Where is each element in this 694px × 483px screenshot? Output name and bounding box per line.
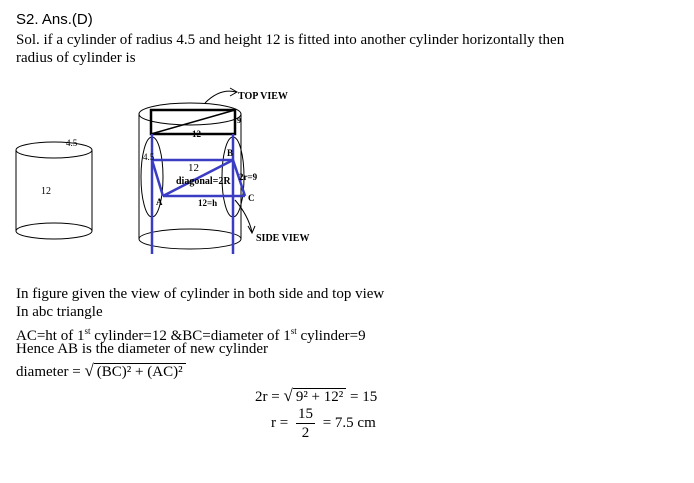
explanation-sup-1: st (84, 326, 91, 336)
solution-line-2: radius of cylinder is (16, 50, 136, 66)
explanation-line-3-a: AC=ht of 1 (16, 328, 85, 344)
eq3-lhs: r = (271, 415, 292, 431)
eq2-rhs: = 15 (346, 389, 378, 405)
left-45-label: 4.5 (143, 152, 155, 162)
cylinder-figure (0, 80, 320, 265)
top-12-label: 12 (192, 129, 201, 139)
point-a-label: A (156, 197, 163, 207)
sqrt-icon: √ (283, 386, 293, 405)
small-radius-label: 4.5 (66, 138, 78, 148)
diagonal-label: diagonal=2R (176, 176, 231, 187)
small-cylinder (16, 142, 92, 239)
small-height-label: 12 (41, 186, 51, 197)
two-r-equation (255, 386, 377, 406)
point-c-label: C (248, 193, 255, 203)
diameter-equation (16, 361, 186, 381)
explanation-line-3-b: cylinder=12 &BC=diameter of 1 (90, 328, 291, 344)
eq2-lhs: 2r = (255, 389, 284, 405)
point-b-label: B (227, 148, 234, 158)
top-9-label: 9 (237, 116, 241, 125)
explanation-line-1: In figure given the view of cylinder in both side and top view (16, 286, 385, 302)
right-2r-label: 2r=9 (239, 172, 258, 182)
eq3-rhs: = 7.5 cm (318, 415, 376, 431)
explanation-sup-2: st (290, 326, 297, 336)
explanation-line-3-c: cylinder=9 (296, 328, 366, 344)
eq3-denominator: 2 (301, 425, 310, 441)
sqrt-icon: √ (84, 361, 94, 380)
solution-line-1: Sol. if a cylinder of radius 4.5 and height 12 is fitted into another cylinder horizontally then (16, 32, 565, 48)
eq2-radicand: 9² + 12² (293, 388, 346, 406)
mid-12-label: 12 (188, 162, 199, 174)
diameter-lhs: diameter = (16, 364, 85, 380)
side-view-label: SIDE VIEW (256, 233, 310, 244)
eq3-numerator: 15 (297, 406, 313, 422)
bottom-h-label: 12=h (198, 198, 218, 208)
answer-heading: S2. Ans.(D) (16, 11, 93, 28)
r-fraction (296, 405, 315, 442)
diameter-radicand: (BC)² + (AC)² (94, 363, 186, 381)
r-equation (271, 405, 376, 442)
explanation-line-2: In abc triangle (16, 304, 103, 320)
top-view-label: TOP VIEW (238, 91, 288, 102)
explanation-line-4: Hence AB is the diameter of new cylinder (16, 341, 268, 357)
